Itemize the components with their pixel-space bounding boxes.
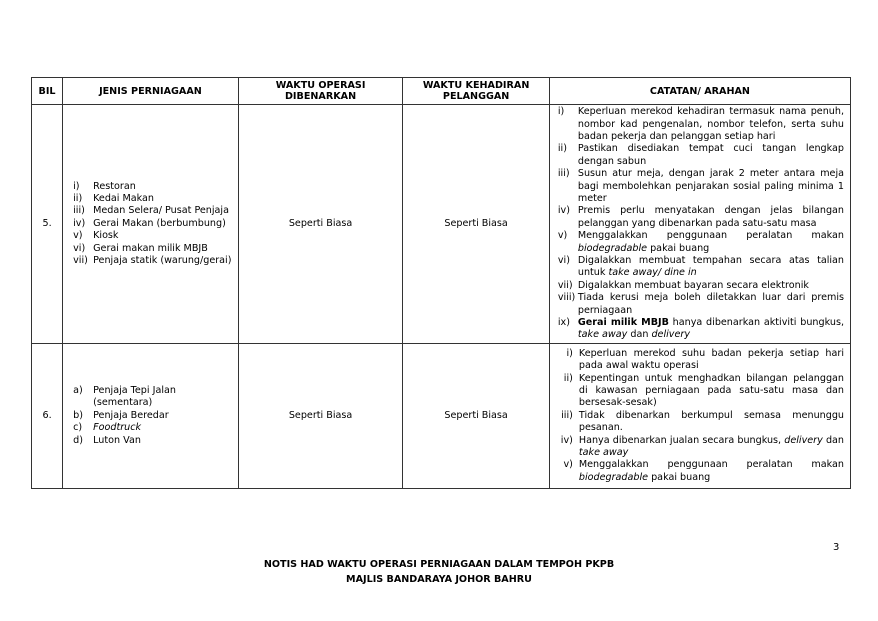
list-item: v) Kiosk [73, 230, 119, 242]
business-hours-table [31, 77, 851, 489]
table-row [32, 105, 851, 344]
list-item: d) Luton Van [73, 434, 141, 446]
list-item: vi) Digalakkan membuat tempahan secara atas talian untuk take away/ dine in [557, 255, 844, 279]
list-item: i) Restoran [73, 180, 136, 192]
list-item: v) Menggalakkan penggunaan peralatan makan biodegradable pakai buang [557, 230, 844, 254]
row-number: 6. [32, 344, 63, 489]
list-item: iii) Medan Selera/ Pusat Penjaja [73, 205, 229, 217]
notes-cell [549, 344, 850, 489]
list-item: ix) Gerai milik MBJB hanya dibenarkan aktiviti bungkus, take away dan delivery [557, 317, 844, 341]
list-item: ii) Pastikan disediakan tempat cuci tangan lengkap dengan sabun [557, 143, 844, 167]
list-item: vii) Penjaja statik (warung/gerai) [73, 255, 232, 267]
list-item: vii) Digalakkan membuat bayaran secara elektronik [557, 279, 809, 291]
list-item: i) Keperluan merekod suhu badan pekerja setiap hari pada awal waktu operasi [566, 347, 844, 372]
list-item: vi) Gerai makan milik MBJB [73, 242, 208, 254]
list-item: ii) Kedai Makan [73, 192, 155, 204]
footer-organization: MAJLIS BANDARAYA JOHOR BAHRU [346, 574, 532, 585]
footer-title: NOTIS HAD WAKTU OPERASI PERNIAGAAN DALAM TEMPOH PKPB [263, 559, 615, 570]
header-jenis-perniagaan: JENIS PERNIAGAAN [63, 78, 239, 105]
customer-hours-cell: Seperti Biasa [403, 344, 550, 489]
list-item: iv) Gerai Makan (berbumbung) [73, 217, 226, 229]
table-row [32, 344, 851, 489]
list-item: viii) Tiada kerusi meja boleh diletakkan luar dari premis perniagaan [557, 292, 844, 316]
list-item: c) Foodtruck [73, 422, 142, 434]
notes-cell [549, 105, 850, 344]
list-item: iv) Premis perlu menyatakan dengan jelas bilangan pelanggan yang dibenarkan pada satu-satu masa [557, 205, 844, 229]
page-number: 3 [833, 542, 840, 553]
header-waktu-kehadiran: WAKTU KEHADIRAN PELANGGAN [403, 78, 550, 105]
operating-hours-cell: Seperti Biasa [238, 105, 403, 344]
list-item: iii) Tidak dibenarkan berkumpul semasa menunggu pesanan. [561, 409, 844, 434]
list-item: iv) Hanya dibenarkan jualan secara bungkus, delivery dan take away [560, 434, 844, 459]
list-item: v) Menggalakkan penggunaan peralatan makan biodegradable pakai buang [563, 459, 844, 483]
operating-hours-cell: Seperti Biasa [238, 344, 403, 489]
header-catatan: CATATAN/ ARAHAN [549, 78, 850, 105]
list-item: i) Keperluan merekod kehadiran termasuk nama penuh, nombor kad pengenalan, nombor telefon, serta suhu badan pekerja dan pelanggan setiap hari [557, 106, 844, 142]
business-types-cell [63, 105, 239, 344]
header-waktu-operasi: WAKTU OPERASI DIBENARKAN [238, 78, 403, 105]
list-item: a) Penjaja Tepi Jalan (sementara) [73, 384, 176, 409]
list-item: iii) Susun atur meja, dengan jarak 2 meter antara meja bagi membolehkan penjarakan sosial paling minima 1 meter [557, 168, 844, 204]
customer-hours-cell: Seperti Biasa [403, 105, 550, 344]
business-types-cell [63, 344, 239, 489]
list-item: b) Penjaja Beredar [73, 409, 169, 421]
list-item: ii) Kepentingan untuk menghadkan bilangan pelanggan di kawasan perniagaan pada satu-satu masa dan bersesak-sesak) [563, 372, 844, 409]
row-number: 5. [32, 105, 63, 344]
header-bil: BIL [32, 78, 63, 105]
